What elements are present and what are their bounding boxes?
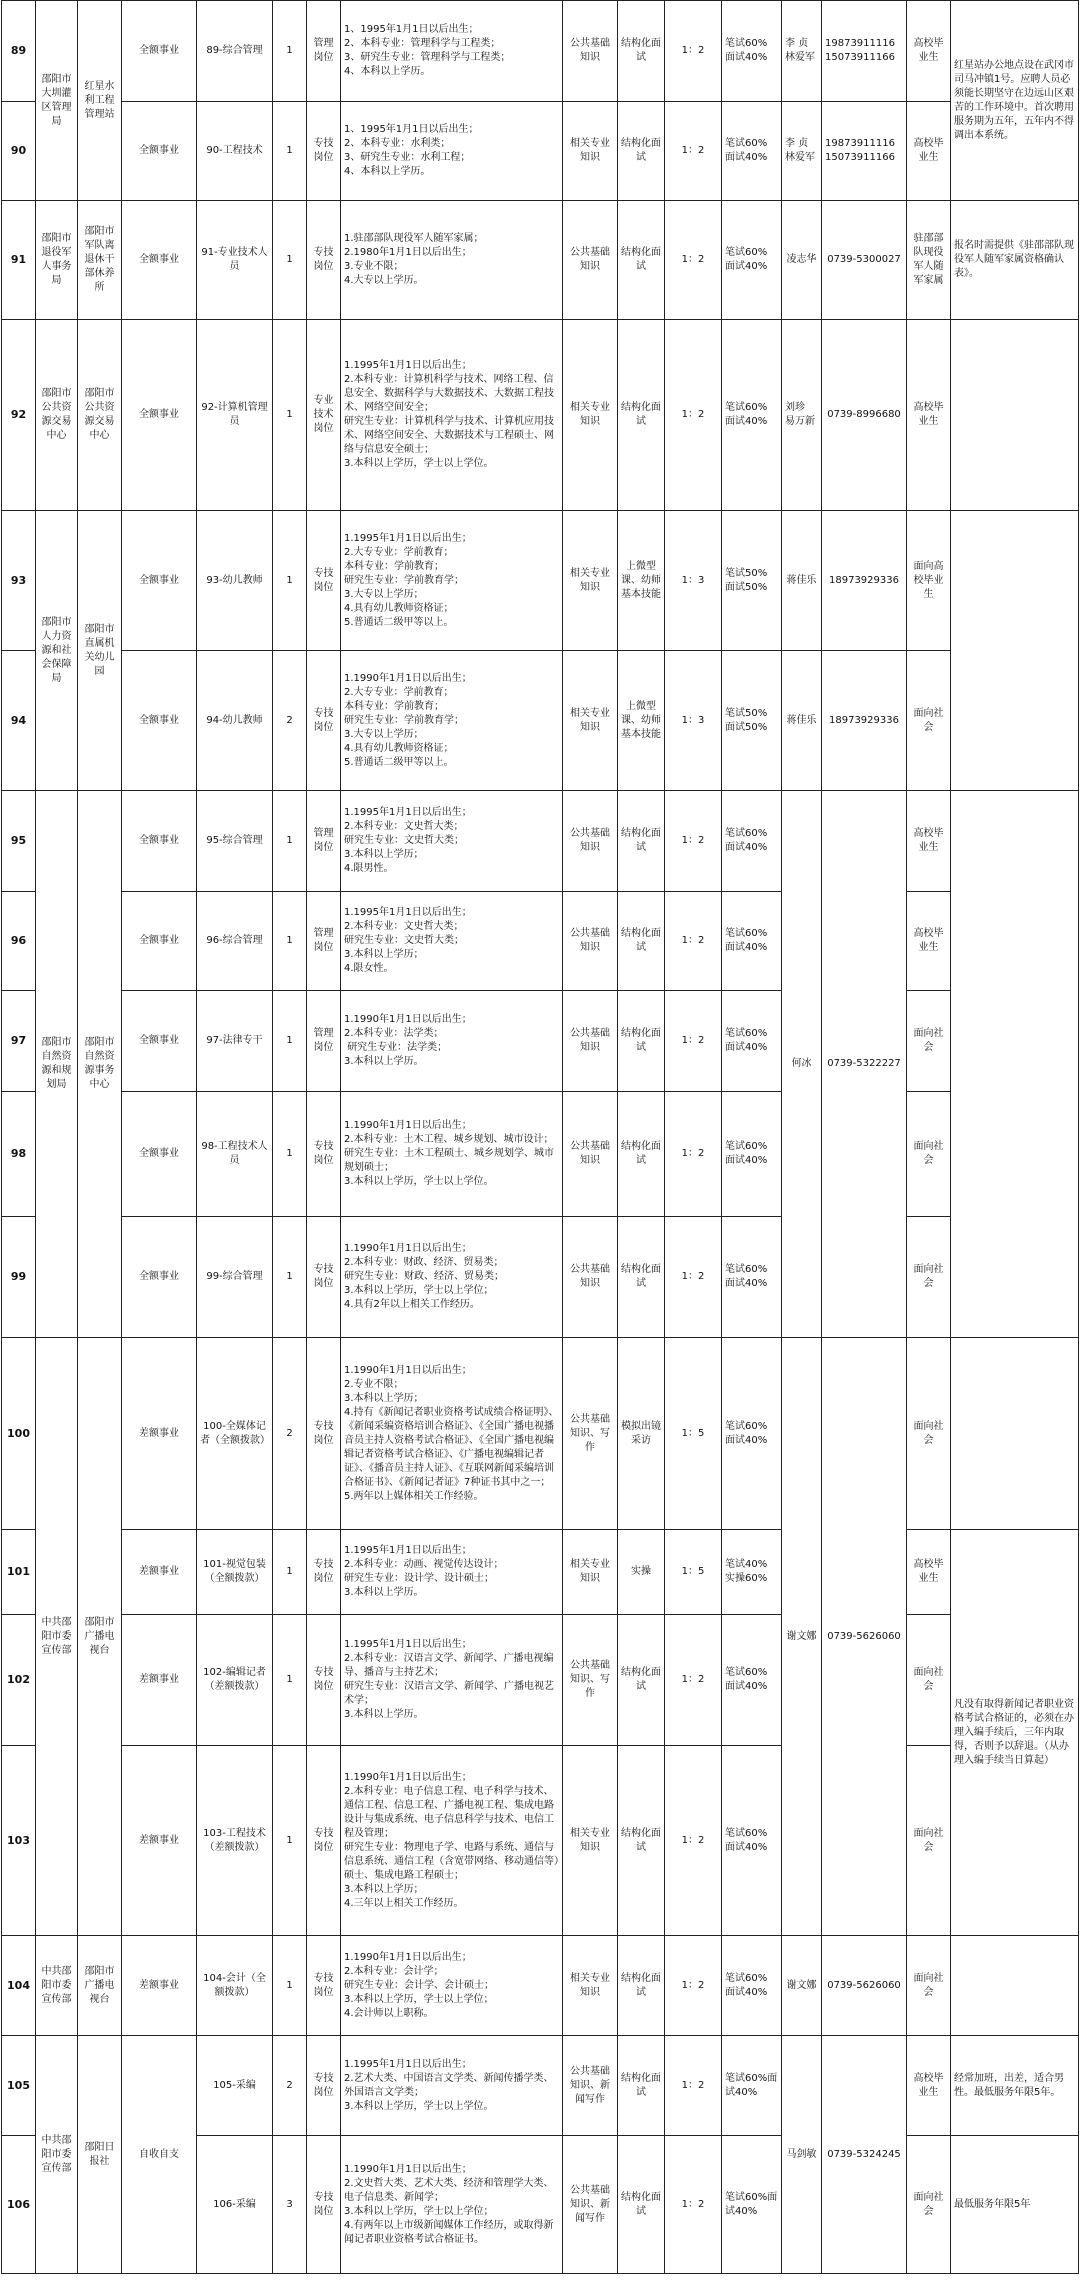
unit-cell: 红星水利工程管理站 (78, 1, 122, 201)
weight-cell: 笔试60% 面试40% (722, 201, 782, 320)
interview-cell: 结构化面试 (618, 1615, 665, 1746)
nature-cell: 全额事业 (122, 1, 197, 102)
note-cell (951, 511, 1079, 791)
interview-cell: 结构化面试 (618, 1936, 665, 2036)
post-type-cell: 管理岗位 (307, 991, 341, 1092)
note-cell (951, 1338, 1079, 1530)
contact-cell: 蒋佳乐 (782, 651, 822, 791)
unit-cell: 邵阳市广播电视台 (78, 1338, 122, 1936)
target-cell: 高校毕业生 (907, 2036, 951, 2136)
post-cell: 92-计算机管理员 (197, 320, 273, 511)
interview-cell: 结构化面试 (618, 991, 665, 1092)
requirements-cell: 1.1990年1月1日以后出生； 2.大专专业：学前教育； 本科专业：学前教育； 研究生专业：学前教育学； 3.大专以上学历； 4.具有幼儿教师资格证； 5.普通话二级甲等以上。 (341, 651, 563, 791)
row-number: 94 (2, 651, 36, 791)
post-cell: 100-全媒体记者（全额拨款） (197, 1338, 273, 1530)
nature-cell: 全额事业 (122, 651, 197, 791)
post-type-cell: 专技岗位 (307, 201, 341, 320)
row-number: 90 (2, 102, 36, 201)
row-number: 99 (2, 1217, 36, 1338)
requirements-cell: 1.1995年1月1日以后出生； 2.本科专业：动画、视觉传达设计； 研究生专业：设计学、设计硕士； 3.本科以上学历。 (341, 1530, 563, 1615)
unit-cell: 邵阳市广播电视台 (78, 1936, 122, 2036)
exam-cell: 相关专业知识 (563, 1746, 618, 1936)
phone-cell: 0739-5324245 (822, 2036, 907, 2274)
weight-cell: 笔试60% 面试40% (722, 320, 782, 511)
requirements-cell: 1.1990年1月1日以后出生； 2.本科专业：土木工程、城乡规划、城市设计； 研究生专业：土木工程硕士、城乡规划学、城市规划硕士； 3.本科以上学历，学士以上学位。 (341, 1092, 563, 1217)
exam-cell: 公共基础知识、新闻写作 (563, 2036, 618, 2136)
requirements-cell: 1、1995年1月1日以后出生； 2、本科专业：管理科学与工程类； 3、研究生专业：管理科学与工程类； 4、本科以上学历。 (341, 1, 563, 102)
target-cell: 面向社会 (907, 991, 951, 1092)
department-cell: 邵阳市自然资源和规划局 (36, 791, 78, 1338)
count-cell: 1 (273, 791, 307, 892)
post-type-cell: 专技岗位 (307, 1092, 341, 1217)
post-cell: 94-幼儿教师 (197, 651, 273, 791)
requirements-cell: 1.1990年1月1日以后出生； 2.本科专业：电子信息工程、电子科学与技术、通信工程、信息工程、广播电视工程、集成电路设计与集成系统、电子信息科学与技术、电信工程及管理； 研究生专业：物理电子学、电路与系统、通信与信息系统、通信工程（含宽带网络、移动通信等）硕士、集成电路工程硕士； 3.本科以上学历； 4.三年以上相关工作经历。 (341, 1746, 563, 1936)
count-cell: 1 (273, 1615, 307, 1746)
ratio-cell: 1：2 (665, 2036, 722, 2136)
exam-cell: 公共基础知识 (563, 991, 618, 1092)
contact-cell: 凌志华 (782, 201, 822, 320)
table-row (2, 2036, 1079, 2136)
nature-cell: 差额事业 (122, 1615, 197, 1746)
department-cell: 中共邵阳市委宣传部 (36, 2036, 78, 2274)
post-cell: 96-综合管理 (197, 892, 273, 991)
table-row (2, 1615, 1079, 1746)
weight-cell: 笔试60% 面试40% (722, 1217, 782, 1338)
interview-cell: 模拟出镜采访 (618, 1338, 665, 1530)
row-number: 101 (2, 1530, 36, 1615)
target-cell: 面向社会 (907, 1746, 951, 1936)
table-row (2, 1530, 1079, 1615)
count-cell: 1 (273, 892, 307, 991)
note-cell: 最低服务年限5年 (951, 2136, 1079, 2274)
count-cell: 1 (273, 511, 307, 651)
table-row (2, 791, 1079, 892)
note-cell: 报名时需提供《驻邵部队现役军人随军家属资格确认表》。 (951, 201, 1079, 320)
weight-cell: 笔试60% 面试40% (722, 1092, 782, 1217)
requirements-cell: 1、1995年1月1日以后出生； 2、本科专业：水利类； 3、研究生专业：水利工程； 4、本科以上学历。 (341, 102, 563, 201)
contact-cell: 马剑敏 (782, 2036, 822, 2274)
post-cell: 101-视觉包装（全额拨款） (197, 1530, 273, 1615)
phone-cell: 0739-5300027 (822, 201, 907, 320)
nature-cell: 全额事业 (122, 791, 197, 892)
ratio-cell: 1：2 (665, 1746, 722, 1936)
target-cell: 高校毕业生 (907, 1530, 951, 1615)
post-cell: 91-专业技术人员 (197, 201, 273, 320)
requirements-cell: 1.1995年1月1日以后出生； 2.大专专业：学前教育； 本科专业：学前教育； 研究生专业：学前教育学； 3.大专以上学历； 4.具有幼儿教师资格证； 5.普通话二级甲等以上。 (341, 511, 563, 651)
nature-cell: 全额事业 (122, 1092, 197, 1217)
post-cell: 102-编辑记者（差额拨款） (197, 1615, 273, 1746)
nature-cell: 全额事业 (122, 320, 197, 511)
count-cell: 1 (273, 1530, 307, 1615)
post-type-cell: 专技岗位 (307, 1936, 341, 2036)
nature-cell: 全额事业 (122, 991, 197, 1092)
weight-cell: 笔试50% 面试50% (722, 651, 782, 791)
weight-cell: 笔试60% 面试40% (722, 991, 782, 1092)
row-number: 95 (2, 791, 36, 892)
target-cell: 高校毕业生 (907, 791, 951, 892)
post-cell: 93-幼儿教师 (197, 511, 273, 651)
row-number: 100 (2, 1338, 36, 1530)
interview-cell: 结构化面试 (618, 1, 665, 102)
post-type-cell: 专技岗位 (307, 1530, 341, 1615)
count-cell: 1 (273, 1, 307, 102)
ratio-cell: 1：2 (665, 892, 722, 991)
post-type-cell: 专业技术岗位 (307, 320, 341, 511)
table-row (2, 651, 1079, 791)
unit-cell: 邵阳市军队离退休干部休养所 (78, 201, 122, 320)
table-row (2, 201, 1079, 320)
exam-cell: 公共基础知识 (563, 1092, 618, 1217)
table-row (2, 1, 1079, 102)
ratio-cell: 1：2 (665, 1936, 722, 2036)
weight-cell: 笔试60% 面试40% (722, 1, 782, 102)
exam-cell: 公共基础知识、新闻写作 (563, 2136, 618, 2274)
ratio-cell: 1：5 (665, 1338, 722, 1530)
target-cell: 面向社会 (907, 2136, 951, 2274)
requirements-cell: 1.1990年1月1日以后出生； 2.专业不限； 3.本科以上学历； 4.持有《新闻记者职业资格考试成绩合格证明》、《新闻采编资格培训合格证》、《全国广播电视播音员主持人资格考试合格证》、《全国广播电视编辑记者资格考试合格证》、《广播电视编辑记者证》、《播音员主持人证》、《互联网新闻采编培训合格证书》、《新闻记者证》7种证书其中之一； 5.两年以上媒体相关工作经验。 (341, 1338, 563, 1530)
requirements-cell: 1.1995年1月1日以后出生； 2.本科专业：计算机科学与技术、网络工程、信息安全、数据科学与大数据技术、大数据工程技术、网络空间安全； 研究生专业：计算机科学与技术、计算机应用技术、网络空间安全、大数据技术与工程硕士、网络与信息安全硕士； 3.本科以上学历，学士以上学位。 (341, 320, 563, 511)
nature-cell: 差额事业 (122, 1746, 197, 1936)
requirements-cell: 1.1990年1月1日以后出生； 2.文史哲大类、艺术大类、经济和管理学大类、电子信息类、新闻学； 3.本科以上学历，学士以上学位； 4.有两年以上市级新闻媒体工作经历，或取得新闻记者职业资格考试合格证书。 (341, 2136, 563, 2274)
note-cell (951, 791, 1079, 1338)
department-cell: 邵阳市大圳灌区管理局 (36, 1, 78, 201)
post-cell: 104-会计（全额拨款） (197, 1936, 273, 2036)
interview-cell: 上微型课、幼师基本技能 (618, 511, 665, 651)
unit-cell: 邵阳市自然资源事务中心 (78, 791, 122, 1338)
exam-cell: 公共基础知识 (563, 1, 618, 102)
table-row (2, 1217, 1079, 1338)
count-cell: 2 (273, 1338, 307, 1530)
post-type-cell: 专技岗位 (307, 511, 341, 651)
post-cell: 98-工程技术人员 (197, 1092, 273, 1217)
count-cell: 2 (273, 651, 307, 791)
interview-cell: 结构化面试 (618, 102, 665, 201)
post-type-cell: 专技岗位 (307, 1615, 341, 1746)
requirements-cell: 1.1990年1月1日以后出生； 2.本科专业：会计学； 研究生专业：会计学、会计硕士； 3.本科以上学历，学士以上学位； 4.会计师以上职称。 (341, 1936, 563, 2036)
phone-cell: 19873911116 15073911166 (822, 1, 907, 102)
phone-cell: 0739-5626060 (822, 1936, 907, 2036)
table-row (2, 892, 1079, 991)
weight-cell: 笔试50% 面试50% (722, 511, 782, 651)
contact-cell: 李 贞 林爱军 (782, 102, 822, 201)
target-cell: 面向高校毕业生 (907, 511, 951, 651)
count-cell: 1 (273, 102, 307, 201)
post-cell: 89-综合管理 (197, 1, 273, 102)
target-cell: 面向社会 (907, 1936, 951, 2036)
unit-cell: 邵阳市公共资源交易中心 (78, 320, 122, 511)
count-cell: 2 (273, 2036, 307, 2136)
target-cell: 高校毕业生 (907, 1, 951, 102)
ratio-cell: 1：2 (665, 1, 722, 102)
ratio-cell: 1：2 (665, 102, 722, 201)
post-type-cell: 管理岗位 (307, 1, 341, 102)
unit-cell: 邵阳市直属机关幼儿园 (78, 511, 122, 791)
contact-cell: 蒋佳乐 (782, 511, 822, 651)
department-cell: 邵阳市退役军人事务局 (36, 201, 78, 320)
ratio-cell: 1：2 (665, 1217, 722, 1338)
exam-cell: 公共基础知识 (563, 791, 618, 892)
requirements-cell: 1.1995年1月1日以后出生； 2.艺术大类、中国语言文学类、新闻传播学类、外国语言文学类； 3.本科以上学历，学士以上学位。 (341, 2036, 563, 2136)
post-cell: 106-采编 (197, 2136, 273, 2274)
exam-cell: 相关专业知识 (563, 1530, 618, 1615)
target-cell: 面向社会 (907, 651, 951, 791)
target-cell: 面向社会 (907, 1092, 951, 1217)
target-cell: 高校毕业生 (907, 320, 951, 511)
requirements-cell: 1.1995年1月1日以后出生； 2.本科专业：文史哲大类； 研究生专业：文史哲大类； 3.本科以上学历； 4.限男性。 (341, 791, 563, 892)
interview-cell: 实操 (618, 1530, 665, 1615)
nature-cell: 差额事业 (122, 1338, 197, 1530)
ratio-cell: 1：2 (665, 2136, 722, 2274)
ratio-cell: 1：2 (665, 991, 722, 1092)
post-cell: 99-综合管理 (197, 1217, 273, 1338)
requirements-cell: 1.1995年1月1日以后出生； 2.本科专业：汉语言文学、新闻学、广播电视编导、播音与主持艺术； 研究生专业：汉语言文学、新闻学、广播电视艺术学； 3.本科以上学历。 (341, 1615, 563, 1746)
exam-cell: 相关专业知识 (563, 102, 618, 201)
unit-cell: 邵阳日报社 (78, 2036, 122, 2274)
weight-cell: 笔试60% 面试40% (722, 892, 782, 991)
row-number: 97 (2, 991, 36, 1092)
target-cell: 面向社会 (907, 1338, 951, 1530)
weight-cell: 笔试60% 面试40% (722, 1338, 782, 1530)
nature-cell: 全额事业 (122, 102, 197, 201)
weight-cell: 笔试60% 面试40% (722, 102, 782, 201)
post-cell: 95-综合管理 (197, 791, 273, 892)
weight-cell: 笔试60% 面试40% (722, 1746, 782, 1936)
table-row (2, 1092, 1079, 1217)
note-cell: 红星站办公地点设在武冈市司马冲镇1号。应聘人员必须能长期坚守在边远山区艰苦的工作环境中。首次聘用服务期为五年，五年内不得调出本系统。 (951, 1, 1079, 201)
post-type-cell: 专技岗位 (307, 2036, 341, 2136)
target-cell: 高校毕业生 (907, 892, 951, 991)
phone-cell: 18973929336 (822, 511, 907, 651)
note-cell (951, 320, 1079, 511)
post-cell: 97-法律专干 (197, 991, 273, 1092)
note-cell: 经常加班，出差，适合男性。最低服务年限5年。 (951, 2036, 1079, 2136)
target-cell: 面向社会 (907, 1615, 951, 1746)
row-number: 104 (2, 1936, 36, 2036)
requirements-cell: 1.1990年1月1日以后出生； 2.本科专业：法学类； 研究生专业：法学类； 3.本科以上学历。 (341, 991, 563, 1092)
interview-cell: 结构化面试 (618, 1746, 665, 1936)
row-number: 93 (2, 511, 36, 651)
target-cell: 面向社会 (907, 1217, 951, 1338)
contact-cell: 谢文娜 (782, 1338, 822, 1936)
ratio-cell: 1：3 (665, 511, 722, 651)
recruitment-table (1, 0, 1079, 2274)
row-number: 91 (2, 201, 36, 320)
exam-cell: 公共基础知识 (563, 892, 618, 991)
requirements-cell: 1.1990年1月1日以后出生； 2.本科专业：财政、经济、贸易类； 研究生专业：财政、经济、贸易类； 3.本科以上学历，学士以上学位； 4.具有2年以上相关工作经历。 (341, 1217, 563, 1338)
post-type-cell: 专技岗位 (307, 651, 341, 791)
post-cell: 90-工程技术 (197, 102, 273, 201)
table-row (2, 511, 1079, 651)
count-cell: 1 (273, 320, 307, 511)
count-cell: 1 (273, 1092, 307, 1217)
requirements-cell: 1.1995年1月1日以后出生； 2.本科专业：文史哲大类； 研究生专业：文史哲大类； 3.本科以上学历； 4.限女性。 (341, 892, 563, 991)
interview-cell: 结构化面试 (618, 791, 665, 892)
table-row (2, 991, 1079, 1092)
count-cell: 1 (273, 1936, 307, 2036)
contact-cell: 刘珍 易万新 (782, 320, 822, 511)
nature-cell: 全额事业 (122, 511, 197, 651)
row-number: 92 (2, 320, 36, 511)
post-type-cell: 专技岗位 (307, 1338, 341, 1530)
table-row (2, 1936, 1079, 2036)
department-cell: 邵阳市公共资源交易中心 (36, 320, 78, 511)
interview-cell: 结构化面试 (618, 2136, 665, 2274)
phone-cell: 0739-8996680 (822, 320, 907, 511)
post-cell: 105-采编 (197, 2036, 273, 2136)
row-number: 96 (2, 892, 36, 991)
interview-cell: 结构化面试 (618, 320, 665, 511)
nature-cell: 差额事业 (122, 1936, 197, 2036)
target-cell: 驻邵部队现役军人随军家属 (907, 201, 951, 320)
count-cell: 1 (273, 991, 307, 1092)
exam-cell: 公共基础知识、写作 (563, 1615, 618, 1746)
row-number: 103 (2, 1746, 36, 1936)
ratio-cell: 1：2 (665, 1092, 722, 1217)
phone-cell: 0739-5322227 (822, 791, 907, 1338)
row-number: 89 (2, 1, 36, 102)
phone-cell: 19873911116 15073911166 (822, 102, 907, 201)
contact-cell: 李 贞 林爱军 (782, 1, 822, 102)
requirements-cell: 1.驻邵部队现役军人随军家属； 2.1980年1月1日以后出生； 3.专业不限； 4.大专以上学历。 (341, 201, 563, 320)
interview-cell: 结构化面试 (618, 1217, 665, 1338)
exam-cell: 相关专业知识 (563, 651, 618, 791)
post-type-cell: 专技岗位 (307, 102, 341, 201)
nature-cell: 全额事业 (122, 892, 197, 991)
count-cell: 3 (273, 2136, 307, 2274)
weight-cell: 笔试60% 面试40% (722, 1936, 782, 2036)
table-row (2, 320, 1079, 511)
row-number: 105 (2, 2036, 36, 2136)
row-number: 98 (2, 1092, 36, 1217)
row-number: 102 (2, 1615, 36, 1746)
exam-cell: 相关专业知识 (563, 320, 618, 511)
phone-cell: 18973929336 (822, 651, 907, 791)
ratio-cell: 1：2 (665, 791, 722, 892)
note-cell: 凡没有取得新闻记者职业资格考试合格证的，必须在办理入编手续后，三年内取得，否则予以辞退。（从办理入编手续当日算起） (951, 1530, 1079, 1936)
ratio-cell: 1：3 (665, 651, 722, 791)
table-row (2, 102, 1079, 201)
department-cell: 邵阳市人力资源和社会保障局 (36, 511, 78, 791)
interview-cell: 结构化面试 (618, 2036, 665, 2136)
exam-cell: 公共基础知识 (563, 201, 618, 320)
weight-cell: 笔试60%面试40% (722, 2036, 782, 2136)
weight-cell: 笔试60% 面试40% (722, 1615, 782, 1746)
ratio-cell: 1：5 (665, 1530, 722, 1615)
row-number: 106 (2, 2136, 36, 2274)
exam-cell: 相关专业知识 (563, 511, 618, 651)
post-type-cell: 专技岗位 (307, 2136, 341, 2274)
department-cell: 中共邵阳市委宣传部 (36, 1338, 78, 1936)
post-type-cell: 管理岗位 (307, 791, 341, 892)
target-cell: 高校毕业生 (907, 102, 951, 201)
nature-cell: 自收自支 (122, 2036, 197, 2274)
weight-cell: 笔试60% 面试40% (722, 791, 782, 892)
note-cell (951, 1936, 1079, 2036)
contact-cell: 谢文娜 (782, 1936, 822, 2036)
contact-cell: 何冰 (782, 791, 822, 1338)
interview-cell: 结构化面试 (618, 1092, 665, 1217)
exam-cell: 相关专业知识 (563, 1936, 618, 2036)
count-cell: 1 (273, 201, 307, 320)
phone-cell: 0739-5626060 (822, 1338, 907, 1936)
post-type-cell: 专技岗位 (307, 1217, 341, 1338)
weight-cell: 笔试60%面试40% (722, 2136, 782, 2274)
ratio-cell: 1：2 (665, 320, 722, 511)
post-type-cell: 管理岗位 (307, 892, 341, 991)
department-cell: 中共邵阳市委宣传部 (36, 1936, 78, 2036)
table-row (2, 1338, 1079, 1530)
weight-cell: 笔试40% 实操60% (722, 1530, 782, 1615)
nature-cell: 全额事业 (122, 1217, 197, 1338)
count-cell: 1 (273, 1746, 307, 1936)
exam-cell: 公共基础知识 (563, 1217, 618, 1338)
interview-cell: 上微型课、幼师基本技能 (618, 651, 665, 791)
ratio-cell: 1：2 (665, 201, 722, 320)
exam-cell: 公共基础知识、写作 (563, 1338, 618, 1530)
interview-cell: 结构化面试 (618, 892, 665, 991)
ratio-cell: 1：2 (665, 1615, 722, 1746)
nature-cell: 差额事业 (122, 1530, 197, 1615)
post-cell: 103-工程技术（差额拨款） (197, 1746, 273, 1936)
post-type-cell: 专技岗位 (307, 1746, 341, 1936)
count-cell: 1 (273, 1217, 307, 1338)
nature-cell: 全额事业 (122, 201, 197, 320)
interview-cell: 结构化面试 (618, 201, 665, 320)
table-row (2, 1746, 1079, 1936)
